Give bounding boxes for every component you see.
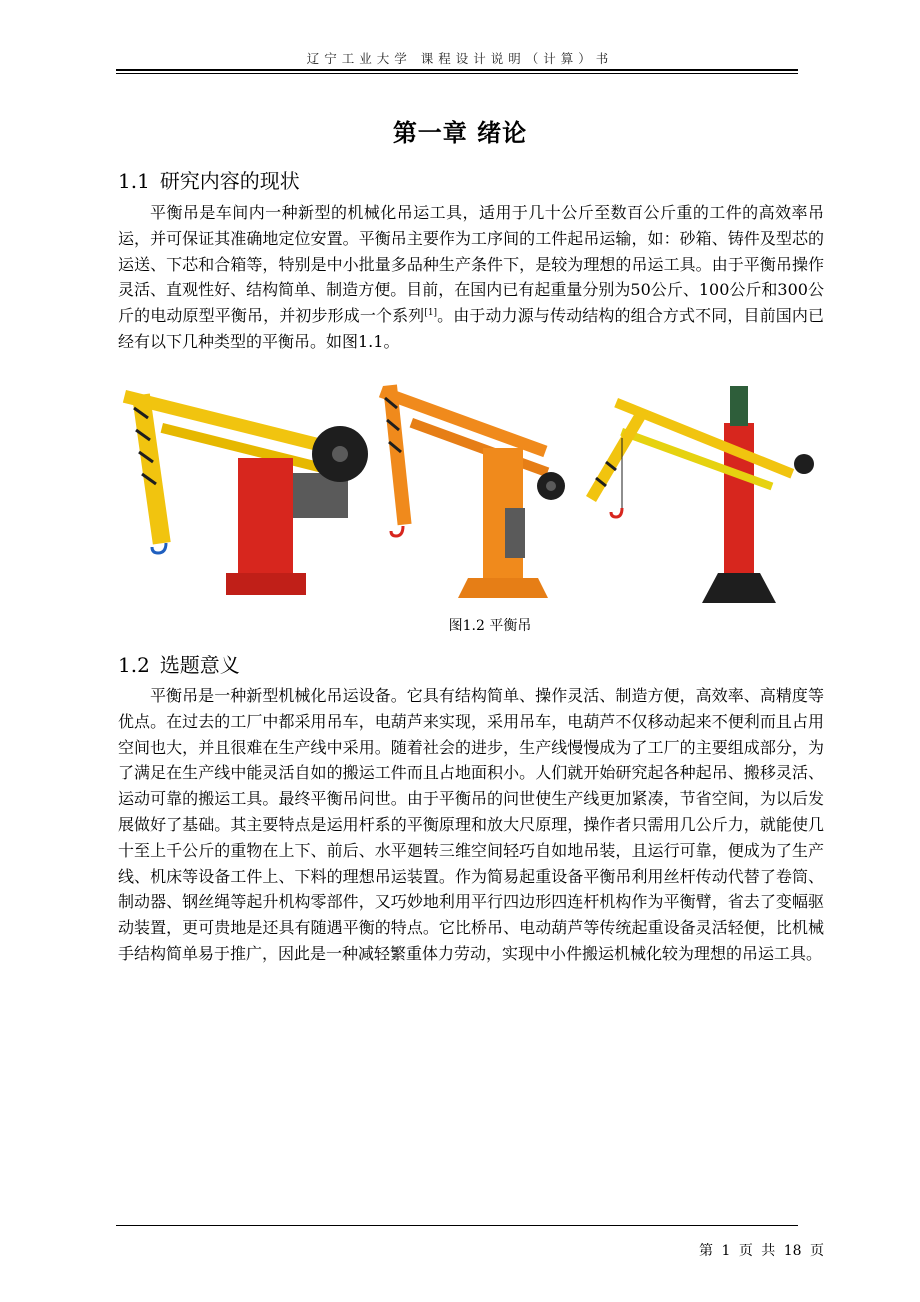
crane3-motor <box>730 386 748 426</box>
header-rule-thick <box>116 69 798 71</box>
figure-balance-cranes <box>118 378 824 608</box>
section-title: 研究内容的现状 <box>159 169 300 193</box>
crane-image-3 <box>578 378 824 608</box>
crane2-base <box>458 578 548 598</box>
crane1-base <box>226 573 306 595</box>
crane1-hanger <box>132 393 171 544</box>
chapter-title: 第一章 绪论 <box>392 119 528 147</box>
page-header-title: 辽宁工业大学 课程设计说明（计算）书 <box>306 51 614 66</box>
page-number: 第 1 页 共 18 页 <box>699 1243 824 1259</box>
paragraph-significance: 平衡吊是一种新型机械化吊运设备。它具有结构简单、操作灵活、制造方便，高效率、高精度等优点。在过去的工厂中都采用吊车，电葫芦来实现，采用吊车，电葫芦不仅移动起来不便利而且占用空间也大，并且很难在生产线中采用。随着社会的进步，生产线慢慢成为了工厂的主要组成部分，为了满足在生产线中能灵活自如的搬运工件而且占地面积小。人们就开始研究起各种起吊、搬移灵活、运动可靠的搬运工具。最终平衡吊问世。由于平衡吊的问世使生产线更加紧凑，节省空间，为以后发展做好了基础。其主要特点是运用杆系的平衡原理和放大尺原理，操作者只需用几公斤力，就能使几十至上千公斤的重物在上下、前后、水平廻转三维空间轻巧自如地吊装，且运行可靠，便成为了生产线、机床等设备工件上、下料的理想吊运装置。作为简易起重设备平衡吊利用丝杆传动代替了卷筒、制动器、钢丝绳等起升机构零部件，又巧妙地利用平行四边形四连杆机构作为平衡臂，省去了变幅驱动装置，更可贵地是还具有随遇平衡的特点。它比桥吊、电动葫芦等传统起重设备灵活轻便，比机械手结构简单易于推广，因此是一种减轻繁重体力劳动，实现中小件搬运机械化较为理想的吊运工具。 <box>118 686 824 963</box>
section-title: 选题意义 <box>159 653 240 677</box>
crane3-arm <box>586 408 648 502</box>
paragraph-status-part-a: 平衡吊是车间内一种新型的机械化吊运工具，适用于几十公斤至数百公斤重的工件的高效率吊运，并可保证其准确地定位安置。平衡吊主要作为工序间的工件起吊运输，如：砂箱、铸件及型芯的运送、下芯和合箱等，特别是中小批量多品种生产条件下，是较为理想的吊运工具。由于平衡吊操作灵活、直观性好、结构简单、制造方便。目前，在国内已有起重量分别为50公斤、100公斤和300公斤的电动原型平衡吊，并初步形成一个系列 <box>118 203 824 326</box>
crane-image-2 <box>373 378 578 608</box>
crane1-column <box>238 458 293 593</box>
section-number: 1.2 <box>118 653 150 677</box>
crane3-hook <box>611 508 622 517</box>
section-heading-1-1 <box>118 165 300 194</box>
header-rule-thin <box>116 73 798 74</box>
figure-caption: 图1.2 平衡吊 <box>448 618 532 634</box>
crane2-motor <box>505 508 525 558</box>
crane-image-1 <box>118 378 373 608</box>
section-number: 1.1 <box>118 169 150 193</box>
crane3-base <box>702 573 776 603</box>
crane3-wheel <box>794 454 814 474</box>
paragraph-status-part-b: 。由于动力源与传动结构的组合方式不同，目前国内已经有以下几种类型的平衡吊。如图1.1。 <box>118 306 824 351</box>
paragraph-status <box>118 200 824 355</box>
crane1-hook <box>152 543 166 553</box>
footer-rule <box>116 1225 798 1226</box>
crane2-hook <box>391 526 403 536</box>
section-heading-1-2 <box>118 649 240 678</box>
citation-1: [1] <box>424 308 438 319</box>
